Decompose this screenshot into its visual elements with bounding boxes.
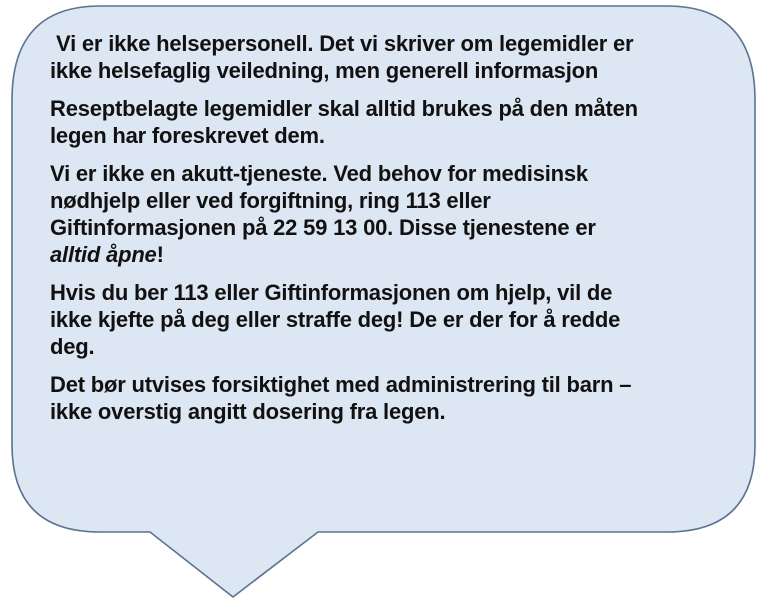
paragraph-prescription-use (50, 95, 740, 149)
text-line: Vi er ikke en akutt-tjeneste. Ved behov for medisinsk (50, 161, 588, 186)
text-line: ikke kjefte på deg eller straffe deg! De er der for å redde (50, 307, 621, 332)
text-line: deg. (50, 334, 95, 359)
paragraph-emergency-info (50, 160, 740, 268)
text-line: ikke helsefaglig veiledning, men generell informasjon (50, 58, 599, 83)
text-line: ikke overstig angitt dosering fra legen. (50, 399, 446, 424)
emphasis-always-open: alltid åpne (50, 242, 157, 267)
disclaimer-text (50, 30, 740, 436)
text-line: Giftinformasjonen på 22 59 13 00. Disse tjenestene er (50, 215, 596, 240)
paragraph-children-dosage (50, 371, 740, 425)
text-line: legen har foreskrevet dem. (50, 123, 325, 148)
text-line: Reseptbelagte legemidler skal alltid brukes på den måten (50, 96, 638, 121)
text-line: Hvis du ber 113 eller Giftinformasjonen om hjelp, vil de (50, 280, 613, 305)
text-line: Vi er ikke helsepersonell. Det vi skriver om legemidler er (56, 31, 634, 56)
paragraph-not-health-personnel (50, 30, 740, 84)
text-line: nødhjelp eller ved forgiftning, ring 113 eller (50, 188, 491, 213)
paragraph-no-punishment (50, 279, 740, 360)
text-line: Det bør utvises forsiktighet med administrering til barn – (50, 372, 632, 397)
text-line: ! (156, 242, 164, 267)
